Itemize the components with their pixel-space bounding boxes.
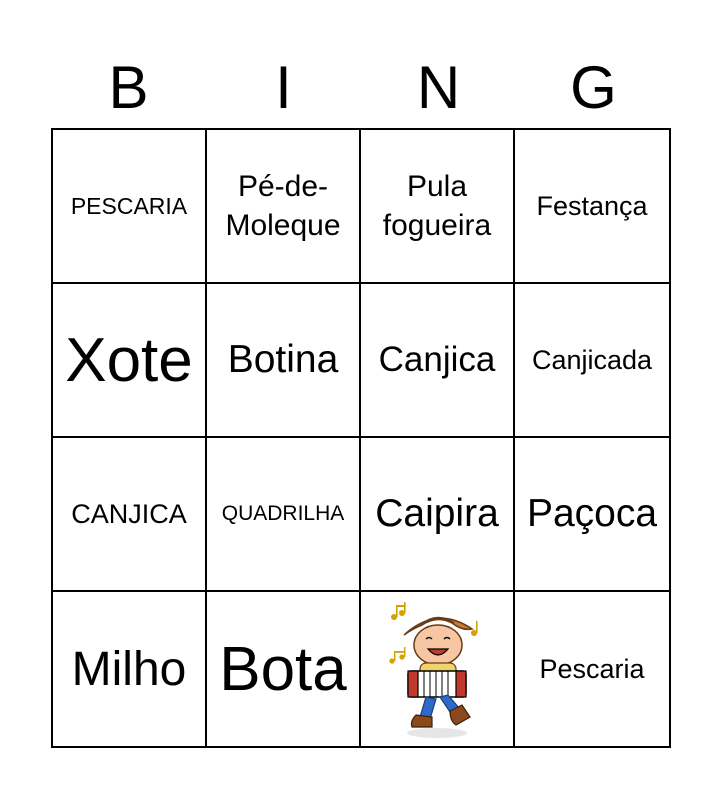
bingo-cell[interactable] xyxy=(53,592,207,746)
accordion-player-cartoon-icon xyxy=(382,599,492,739)
header-letter-n: N xyxy=(416,54,461,121)
bingo-board xyxy=(51,128,671,748)
bingo-cell[interactable] xyxy=(53,438,207,592)
bingo-cell[interactable] xyxy=(515,284,669,438)
bingo-cell[interactable] xyxy=(207,592,361,746)
cell-text: Pé-de-Moleque xyxy=(225,170,341,242)
bingo-cell[interactable] xyxy=(361,284,515,438)
cell-text: Pula fogueira xyxy=(382,170,492,242)
bingo-cell[interactable] xyxy=(515,592,669,746)
cell-text: Canjica xyxy=(378,340,496,379)
cell-text: Milho xyxy=(71,642,187,696)
cell-text: PESCARIA xyxy=(70,192,188,219)
cell-text: Pescaria xyxy=(539,653,645,684)
bingo-cell[interactable] xyxy=(207,284,361,438)
cell-text: QUADRILHA xyxy=(221,502,345,525)
cell-text: Botina xyxy=(227,338,339,381)
header-letter-b: B xyxy=(108,54,149,121)
cell-text: Paçoca xyxy=(526,492,658,535)
cell-text: Xote xyxy=(65,325,193,395)
bingo-cell[interactable] xyxy=(53,284,207,438)
bingo-cell[interactable] xyxy=(515,438,669,592)
bingo-cell[interactable] xyxy=(361,130,515,284)
bingo-cell[interactable] xyxy=(53,130,207,284)
cell-text: Canjicada xyxy=(531,344,653,375)
bingo-cell-image[interactable] xyxy=(361,592,515,746)
cell-text: Caipira xyxy=(375,492,499,535)
cell-text: CANJICA xyxy=(71,498,187,529)
cell-text: Festança xyxy=(536,190,648,221)
bingo-header xyxy=(51,52,671,124)
bingo-cell[interactable] xyxy=(207,130,361,284)
bingo-cell[interactable] xyxy=(361,438,515,592)
cell-text: Bota xyxy=(219,634,347,704)
bingo-cell[interactable] xyxy=(207,438,361,592)
bingo-cell[interactable] xyxy=(515,130,669,284)
header-letter-i: I xyxy=(275,54,292,121)
header-letter-g: G xyxy=(570,54,617,121)
